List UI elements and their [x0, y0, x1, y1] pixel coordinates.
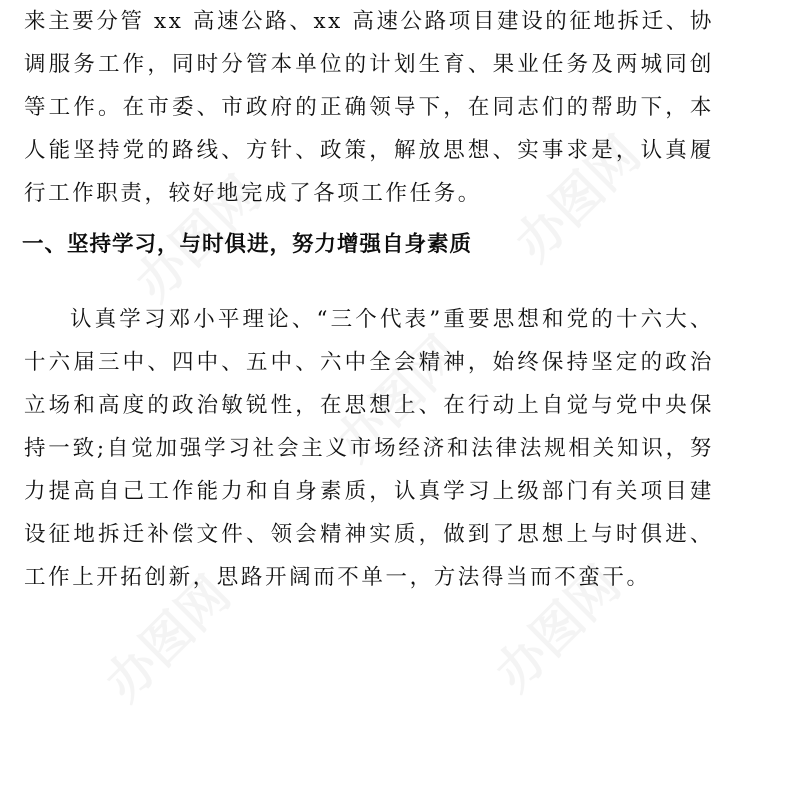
intro-paragraph: 来主要分管 xx 高速公路、xx 高速公路项目建设的征地拆迁、协调服务工作，同时分管本单位的计划生育、果业任务及两城同创等工作。在市委、市政府的正确领导下，在同志们的帮助下，本人能坚持党的路线、方针、政策，解放思想、实事求是，认真履行工作职责，较好地完成了各项工作任务。 [24, 9, 714, 206]
section-heading: 一、坚持学习，与时俱进，努力增强自身素质 [22, 232, 473, 257]
section-paragraph: 认真学习邓小平理论、“三个代表”重要思想和党的十六大、十六届三中、四中、五中、六中全会精神，始终保持坚定的政治立场和高度的政治敏锐性，在思想上、在行动上自觉与党中央保持一致;自觉加强学习社会主义市场经济和法律法规相关知识，努力提高自己工作能力和自身素质，认真学习上级部门有关项目建设征地拆迁补偿文件、领会精神实质，做到了思想上与时俱进、工作上开拓创新，思路开阔而不单一，方法得当而不蛮干。 [24, 307, 714, 590]
